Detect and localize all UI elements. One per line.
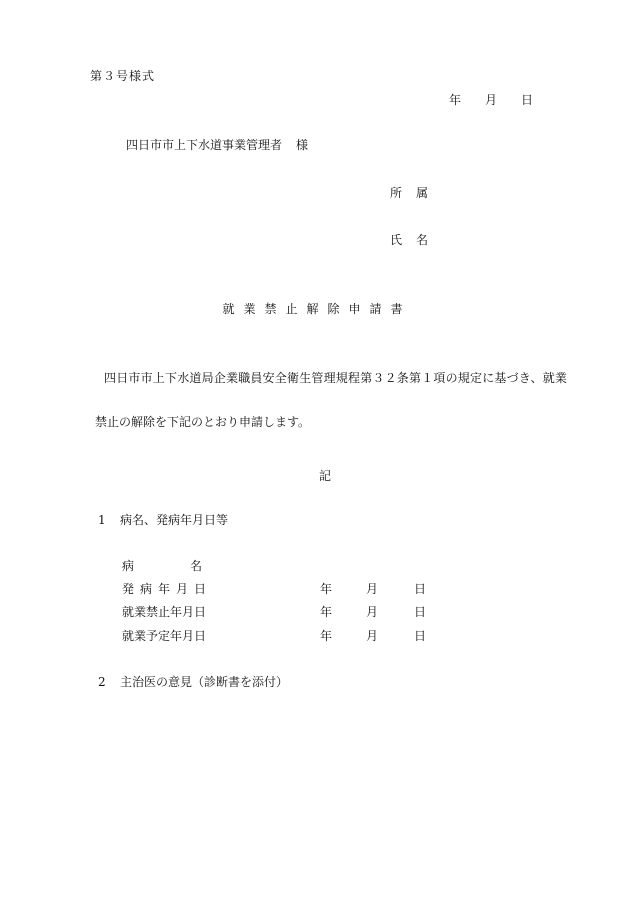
item-1-label: 病名、発病年月日等: [120, 513, 229, 527]
item-1: [98, 514, 228, 526]
onset-month-label: 月: [366, 582, 379, 596]
onset-year-label: 年: [320, 582, 333, 596]
onset-day-label: 日: [414, 582, 427, 596]
document-title: 就業禁止解除申請書: [222, 302, 412, 316]
return-year-label: 年: [320, 629, 333, 643]
ban-month-label: 月: [366, 605, 379, 619]
form-number: 第３号様式: [90, 69, 156, 83]
item-2-number: 2: [98, 675, 106, 689]
affiliation-label: 所属: [390, 186, 443, 200]
return-month-label: 月: [366, 629, 379, 643]
date-month-label: 月: [485, 93, 498, 107]
ban-date-label: 就業禁止年月日: [122, 605, 207, 619]
addressee: [126, 139, 308, 151]
item-2: [98, 676, 288, 688]
item-1-number: 1: [98, 513, 106, 527]
ban-day-label: 日: [414, 605, 427, 619]
addressee-name: 四日市市上下水道事業管理者: [126, 138, 283, 152]
body-text-line-2: 禁止の解除を下記のとおり申請します。: [95, 415, 311, 429]
ban-year-label: 年: [320, 605, 333, 619]
applicant-name-label: 氏名: [390, 233, 443, 247]
return-day-label: 日: [414, 629, 427, 643]
disease-label: 病名: [122, 559, 259, 573]
addressee-honorific: 様: [296, 138, 309, 152]
onset-date-label: 発病年月日: [122, 582, 213, 596]
return-date-label: 就業予定年月日: [122, 629, 207, 643]
date-day-label: 日: [521, 93, 534, 107]
ki-heading: 記: [318, 469, 331, 483]
item-2-label: 主治医の意見（診断書を添付）: [120, 675, 289, 689]
body-text-line-1: 四日市市上下水道局企業職員安全衛生管理規程第３２条第１項の規定に基づき、就業: [104, 371, 568, 385]
date-year-label: 年: [449, 93, 462, 107]
